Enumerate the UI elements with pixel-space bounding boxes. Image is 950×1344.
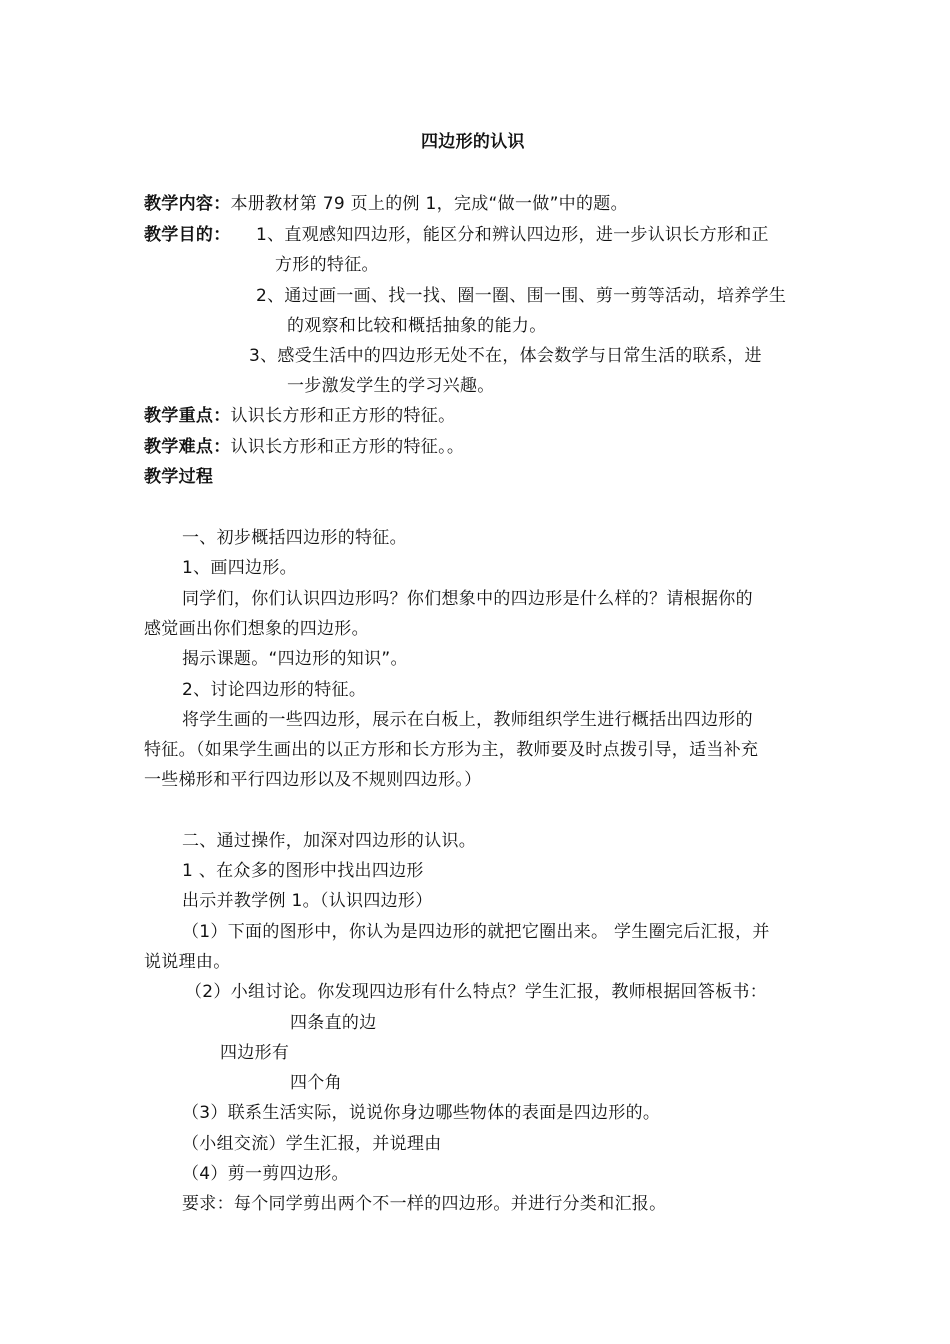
goals-label: 教学目的： [144, 225, 231, 245]
paragraph-line: 出示并教学例 1。（认识四边形） [182, 891, 433, 911]
paragraph-line: 特征。（如果学生画出的以正方形和长方形为主，教师要及时点拨引导，适当补充 [144, 740, 759, 760]
goal-line: 3、感受生活中的四边形无处不在，体会数学与日常生活的联系，进 [249, 346, 762, 366]
goal-line: 1、直观感知四边形，能区分和辨认四边形，进一步认识长方形和正 [256, 225, 769, 245]
goal-line: 方形的特征。 [275, 255, 379, 275]
paragraph-line: （2）小组讨论。你发现四边形有什么特点？学生汇报，教师根据回答板书： [185, 982, 768, 1002]
goals-row [144, 224, 231, 246]
content-label: 教学内容： [144, 194, 231, 214]
content-row [144, 193, 628, 215]
paragraph-line: 感觉画出你们想象的四边形。 [144, 619, 369, 639]
content-text: 本册教材第 79 页上的例 1，完成“做一做”中的题。 [230, 194, 628, 214]
paragraph-line: 1、画四边形。 [182, 558, 297, 578]
difficulty-label: 教学难点： [144, 437, 231, 457]
goal-line: 的观察和比较和概括抽象的能力。 [287, 316, 547, 336]
goal-line: 2、通过画一画、找一找、圈一圈、围一围、剪一剪等活动，培养学生 [256, 286, 787, 306]
section-heading: 二、通过操作，加深对四边形的认识。 [182, 831, 477, 851]
board-note: 四边形有 [220, 1043, 290, 1063]
paragraph-line: 同学们，你们认识四边形吗？你们想象中的四边形是什么样的？请根据你的 [182, 589, 753, 609]
paragraph-line: （3）联系生活实际，说说你身边哪些物体的表面是四边形的。 [182, 1103, 661, 1123]
goal-line: 一步激发学生的学习兴趣。 [287, 376, 495, 396]
paragraph-line: 一些梯形和平行四边形以及不规则四边形。） [144, 770, 482, 790]
paragraph-line: 2、讨论四边形的特征。 [182, 680, 367, 700]
paragraph-line: （1）下面的图形中，你认为是四边形的就把它圈出来。 学生圈完后汇报，并 [182, 922, 770, 942]
board-note: 四条直的边 [290, 1013, 377, 1033]
paragraph-line: （小组交流）学生汇报，并说理由 [182, 1134, 442, 1154]
key-points-label: 教学重点： [144, 406, 231, 426]
difficulty-row [144, 436, 464, 458]
paragraph-line: 要求：每个同学剪出两个不一样的四边形。并进行分类和汇报。 [182, 1194, 667, 1214]
board-note: 四个角 [290, 1073, 342, 1093]
page-title: 四边形的认识 [421, 132, 525, 152]
key-points-row [144, 405, 455, 427]
paragraph-line: 1 、在众多的图形中找出四边形 [182, 861, 424, 881]
paragraph-line: 揭示课题。“四边形的知识”。 [182, 649, 408, 669]
paragraph-line: 说说理由。 [144, 952, 231, 972]
process-heading: 教学过程 [144, 467, 214, 487]
paragraph-line: 将学生画的一些四边形，展示在白板上，教师组织学生进行概括出四边形的 [182, 710, 753, 730]
key-points-text: 认识长方形和正方形的特征。 [230, 406, 456, 426]
difficulty-text: 认识长方形和正方形的特征。。 [230, 437, 465, 457]
paragraph-line: （4）剪一剪四边形。 [182, 1164, 349, 1184]
section-heading: 一、初步概括四边形的特征。 [182, 528, 407, 548]
